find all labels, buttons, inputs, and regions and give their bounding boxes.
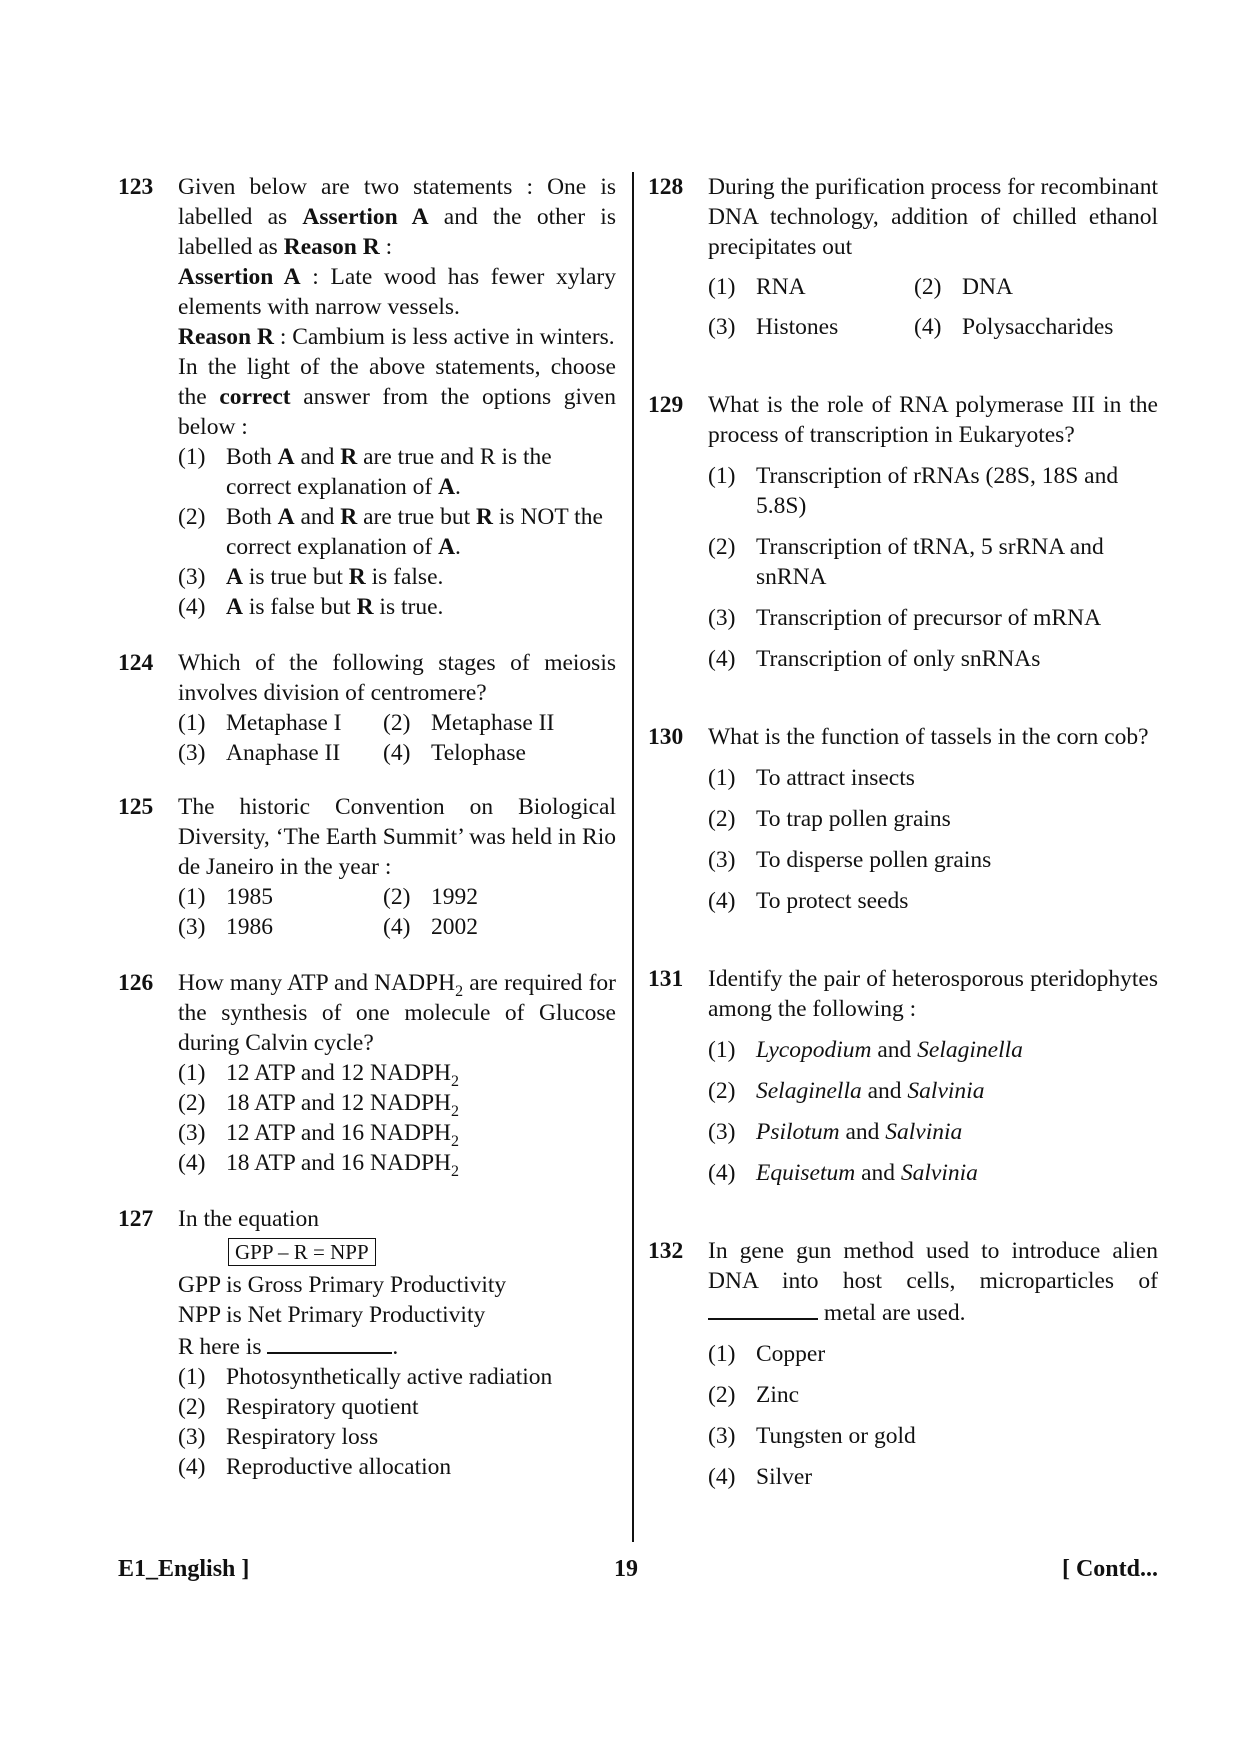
option-4[interactable]: (4) 18 ATP and 16 $NADPH_2$ <box>178 1150 460 1180</box>
option-3[interactable]: (3) To disperse pollen grains <box>708 847 992 873</box>
question-number: 129 <box>648 392 684 418</box>
column-divider <box>632 172 634 1542</box>
question-stem: Which of the following stages of meiosis involves division of centromere? <box>178 650 616 706</box>
option-1[interactable]: (1) Lycopodium and Selaginella <box>708 1037 1023 1063</box>
question-number: 126 <box>118 970 154 996</box>
question-number: 123 <box>118 174 154 200</box>
question-stem: During the purification process for recombinant DNA technology, addition of chilled ethanol precipitates out <box>708 174 1158 260</box>
option-1[interactable]: (1) 1985 <box>178 884 273 910</box>
blank-line: R here is . <box>178 1330 616 1362</box>
question-131 <box>648 964 1158 1188</box>
question-number: 127 <box>118 1206 154 1232</box>
option-3[interactable]: (3) Transcription of precursor of mRNA <box>708 605 1102 631</box>
question-number: 132 <box>648 1238 684 1264</box>
reason-statement: Reason R : Cambium is less active in winters. <box>178 324 615 350</box>
option-1[interactable]: (1) Transcription of rRNAs (28S, 18S and 5.8S) <box>708 463 1119 519</box>
left-column <box>118 172 616 1482</box>
answer-blank <box>708 1296 818 1320</box>
option-2[interactable]: (2) 1992 <box>383 884 478 910</box>
option-2[interactable]: (2) Selaginella and Salvinia <box>708 1078 985 1104</box>
option-1[interactable]: (1) Metaphase I <box>178 710 342 736</box>
definition-line: NPP is Net Primary Productivity <box>178 1302 486 1328</box>
question-stem: What is the role of RNA polymerase III in the process of transcription in Eukaryotes? <box>708 392 1158 448</box>
footer-continued-label: [ Contd... <box>1061 1556 1158 1582</box>
option-2[interactable]: (2) Metaphase II <box>383 710 555 736</box>
option-4[interactable]: (4) Equisetum and Salvinia <box>708 1160 978 1186</box>
question-stem: Given below are two statements : One is labelled as Assertion A and the other is labelled as Reason R : <box>178 174 616 260</box>
option-2[interactable]: (2) Respiratory quotient <box>178 1394 419 1420</box>
question-stem: How many ATP and $NADPH_2$ are required for the synthesis of one molecule of Glucose during Calvin cycle? <box>178 970 616 1056</box>
question-stem: Identify the pair of heterosporous pteridophytes among the following : <box>708 966 1158 1022</box>
option-3[interactable]: (3) Tungsten or gold <box>708 1423 916 1449</box>
question-number: 130 <box>648 724 684 750</box>
option-1[interactable]: (1) RNA <box>708 274 806 300</box>
question-130 <box>648 722 1158 916</box>
question-number: 131 <box>648 966 684 992</box>
question-123 <box>118 172 616 622</box>
option-4[interactable]: (4) 2002 <box>383 914 478 940</box>
option-3[interactable]: (3) 12 ATP and 16 $NADPH_2$ <box>178 1120 460 1150</box>
option-4[interactable]: (4) Telophase <box>383 740 526 766</box>
option-1[interactable]: (1) Copper <box>708 1341 826 1367</box>
option-4[interactable]: (4) To protect seeds <box>708 888 909 914</box>
option-2[interactable]: (2) DNA <box>914 274 1013 300</box>
footer-edition-label: E1_English ] <box>118 1556 250 1582</box>
option-3[interactable]: (3) 1986 <box>178 914 273 940</box>
option-1[interactable]: (1) 12 ATP and 12 $NADPH_2$ <box>178 1060 460 1090</box>
option-4[interactable]: (4) Silver <box>708 1464 813 1490</box>
instruction-text: In the light of the above statements, choose the correct answer from the options given below : <box>178 354 616 440</box>
question-stem: In gene gun method used to introduce alien DNA into host cells, microparticles of metal are used. <box>708 1238 1158 1326</box>
definition-line: GPP is Gross Primary Productivity <box>178 1272 507 1298</box>
options-grid <box>708 272 1158 342</box>
question-number: 124 <box>118 650 154 676</box>
right-column <box>648 172 1158 1492</box>
question-stem: In the equation <box>178 1206 319 1232</box>
assertion-statement: Assertion A : Late wood has fewer xylary elements with narrow vessels. <box>178 264 616 320</box>
option-3[interactable]: (3) Psilotum and Salvinia <box>708 1119 963 1145</box>
option-2[interactable]: (2) Transcription of tRNA, 5 srRNA and snRNA <box>708 534 1104 590</box>
question-number: 128 <box>648 174 684 200</box>
options-grid <box>178 882 616 942</box>
page-number: 19 <box>614 1556 638 1582</box>
option-3[interactable]: (3) Histones <box>708 314 839 340</box>
question-127 <box>118 1204 616 1482</box>
option-2[interactable]: (2) To trap pollen grains <box>708 806 951 832</box>
option-2[interactable]: (2) 18 ATP and 12 $NADPH_2$ <box>178 1090 460 1120</box>
question-124 <box>118 648 616 768</box>
option-1[interactable]: (1) Both A and R are true and R is the correct explanation of A. <box>178 444 552 500</box>
question-132 <box>648 1236 1158 1492</box>
option-2[interactable]: (2) Both A and R are true but R is NOT the correct explanation of A. <box>178 504 603 560</box>
option-4[interactable]: (4) A is false but R is true. <box>178 594 444 620</box>
option-2[interactable]: (2) Zinc <box>708 1382 800 1408</box>
option-4[interactable]: (4) Reproductive allocation <box>178 1454 452 1480</box>
option-1[interactable]: (1) To attract insects <box>708 765 915 791</box>
options-grid <box>178 708 616 768</box>
equation-box: GPP – R = NPP <box>228 1238 376 1266</box>
question-129 <box>648 390 1158 674</box>
question-number: 125 <box>118 794 154 820</box>
question-stem: The historic Convention on Biological Diversity, ‘The Earth Summit’ was held in Rio de Janeiro in the year : <box>178 794 616 880</box>
question-stem: What is the function of tassels in the corn cob? <box>708 724 1149 750</box>
option-3[interactable]: (3) Anaphase II <box>178 740 341 766</box>
question-126 <box>118 968 616 1178</box>
option-4[interactable]: (4) Transcription of only snRNAs <box>708 646 1041 672</box>
question-125 <box>118 792 616 942</box>
option-4[interactable]: (4) Polysaccharides <box>914 314 1114 340</box>
option-3[interactable]: (3) Respiratory loss <box>178 1424 379 1450</box>
option-3[interactable]: (3) A is true but R is false. <box>178 564 444 590</box>
answer-blank <box>267 1330 392 1354</box>
option-1[interactable]: (1) Photosynthetically active radiation <box>178 1364 553 1390</box>
question-128 <box>648 172 1158 342</box>
